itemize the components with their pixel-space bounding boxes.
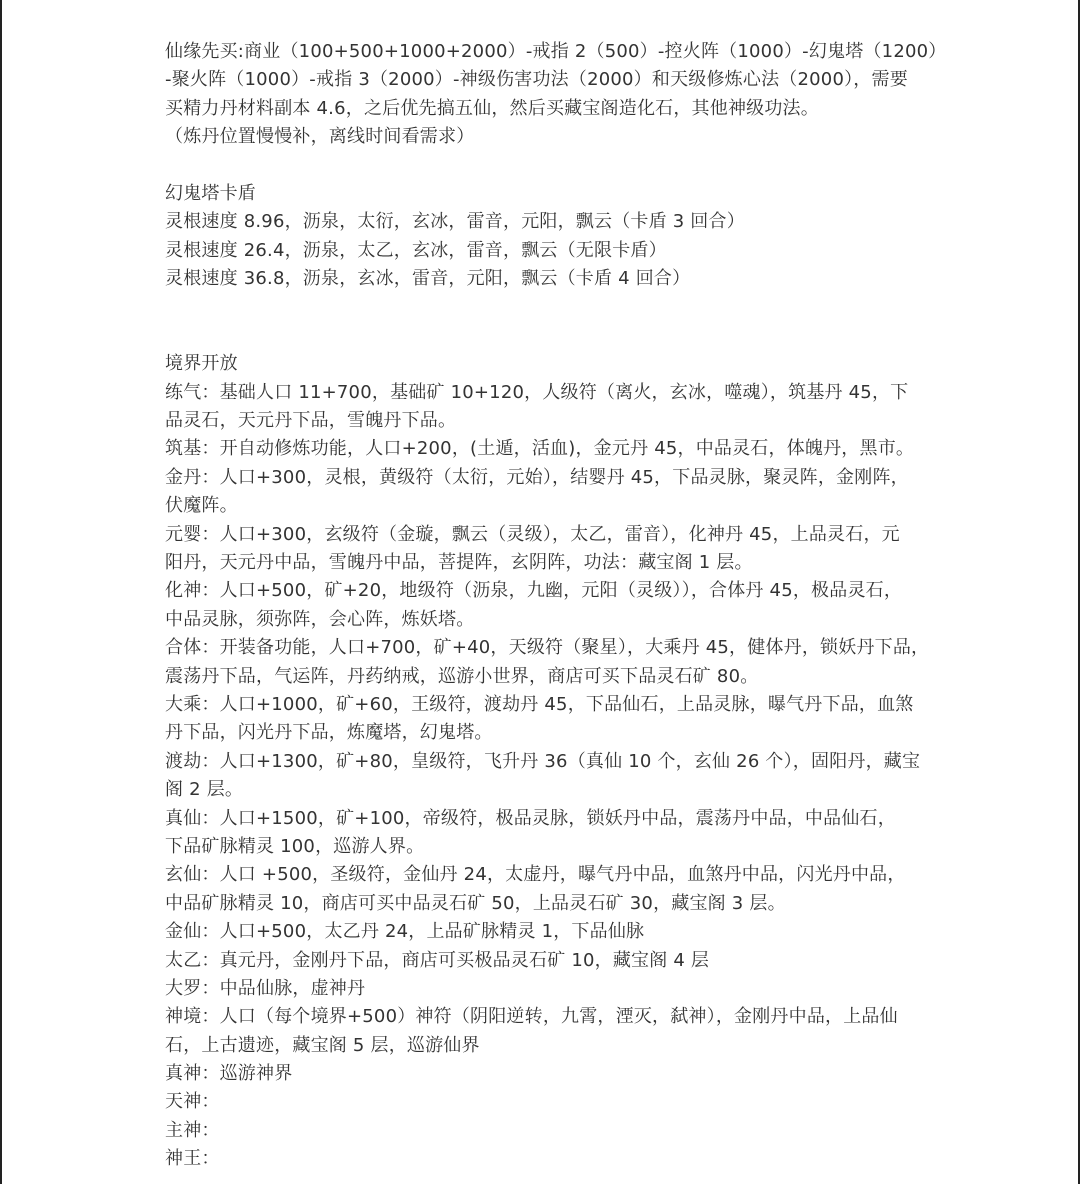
spacer [165, 322, 925, 350]
realm-line: 大罗：中品仙脉，虚神丹 [165, 977, 366, 999]
intro-line: -聚火阵（1000）-戒指 3（2000）-神级伤害功法（2000）和天级修炼心法（2000），需要 [165, 69, 908, 91]
realm-line: 品灵石，天元丹下品，雪魄丹下品。 [165, 410, 457, 432]
realm-line: 天神： [165, 1091, 220, 1113]
realm-line: 中品灵脉，须弥阵，会心阵，炼妖塔。 [165, 608, 475, 630]
tower-title: 幻鬼塔卡盾 [165, 182, 256, 204]
tower-line: 灵根速度 8.96，沥泉，太衍，玄冰，雷音，元阳，飘云（卡盾 3 回合） [165, 211, 745, 233]
realm-line: 伏魔阵。 [165, 495, 238, 517]
tower-line: 灵根速度 36.8，沥泉，玄冰，雷音，元阳，飘云（卡盾 4 回合） [165, 268, 691, 290]
realm-line: 金丹：人口+300，灵根，黄级符（太衍，元始），结婴丹 45，下品灵脉，聚灵阵，金刚阵， [165, 466, 909, 488]
realm-line: 筑基：开自动修炼功能，人口+200，(土遁，活血)，金元丹 45，中品灵石，体魄丹，黑市。 [165, 438, 915, 460]
realm-line: 下品矿脉精灵 100，巡游人界。 [165, 835, 425, 857]
realm-line: 太乙：真元丹，金刚丹下品，商店可买极品灵石矿 10，藏宝阁 4 层 [165, 949, 710, 971]
realm-line: 震荡丹下品，气运阵，丹药纳戒，巡游小世界，商店可买下品灵石矿 80。 [165, 665, 759, 687]
spacer [165, 294, 925, 322]
realm-line: 阁 2 层。 [165, 779, 244, 801]
spacer [165, 152, 925, 180]
realm-line: 化神：人口+500，矿+20，地级符（沥泉，九幽，元阳（灵级）），合体丹 45，极品灵石， [165, 580, 903, 602]
realm-line: 金仙：人口+500，太乙丹 24，上品矿脉精灵 1，下品仙脉 [165, 921, 645, 943]
realm-line: 元婴：人口+300，玄级符（金璇，飘云（灵级），太乙，雷音），化神丹 45，上品灵石，元 [165, 523, 900, 545]
realm-title: 境界开放 [165, 353, 238, 375]
realm-line: 练气：基础人口 11+700，基础矿 10+120，人级符（离火，玄冰，噬魂），筑基丹 45，下 [165, 381, 909, 403]
intro-line: （炼丹位置慢慢补，离线时间看需求） [165, 126, 475, 148]
realm-line: 主神： [165, 1119, 220, 1141]
realm-line: 中品矿脉精灵 10，商店可买中品灵石矿 50，上品灵石矿 30，藏宝阁 3 层。 [165, 892, 786, 914]
left-border [0, 0, 2, 1184]
realm-line: 合体：开装备功能，人口+700，矿+40，天级符（聚星），大乘丹 45，健体丹，锁妖丹下品， [165, 637, 930, 659]
realm-line: 阳丹，天元丹中品，雪魄丹中品，菩提阵，玄阴阵，功法：藏宝阁 1 层。 [165, 552, 753, 574]
realm-line: 大乘：人口+1000，矿+60，王级符，渡劫丹 45，下品仙石，上品灵脉，曝气丹下品，血煞 [165, 693, 914, 715]
intro-line: 买精力丹材料副本 4.6，之后优先搞五仙，然后买藏宝阁造化石，其他神级功法。 [165, 97, 819, 119]
realm-line: 丹下品，闪光丹下品，炼魔塔，幻鬼塔。 [165, 722, 493, 744]
realm-line: 神王： [165, 1148, 220, 1170]
intro-line: 仙缘先买:商业（100+500+1000+2000）-戒指 2（500）-控火阵（1000）-幻鬼塔（1200） [165, 41, 947, 62]
realm-line: 渡劫：人口+1300，矿+80，皇级符，飞升丹 36（真仙 10 个，玄仙 26 个），固阳丹，藏宝 [165, 750, 921, 772]
realm-line: 真仙：人口+1500，矿+100，帝级符，极品灵脉，锁妖丹中品，震荡丹中品，中品仙石， [165, 807, 896, 829]
tower-line: 灵根速度 26.4，沥泉，太乙，玄冰，雷音，飘云（无限卡盾） [165, 239, 667, 261]
realm-line: 石，上古遗迹，藏宝阁 5 层，巡游仙界 [165, 1034, 480, 1056]
realm-line: 真神：巡游神界 [165, 1063, 293, 1085]
document-body [165, 38, 947, 1174]
realm-line: 玄仙：人口 +500，圣级符，金仙丹 24，太虚丹，曝气丹中品，血煞丹中品，闪光丹中品， [165, 864, 906, 886]
realm-line: 神境：人口（每个境界+500）神符（阴阳逆转，九霄，湮灭，弑神），金刚丹中品，上品仙 [165, 1006, 898, 1028]
